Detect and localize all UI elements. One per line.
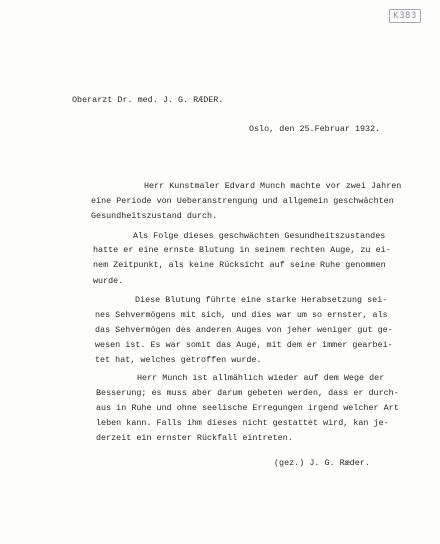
body-line: Herr Kunstmaler Edvard Munch machte vor zwei Jahren [144,181,402,191]
body-line: derzeit ein ernster Rückfall eintreten. [96,433,293,443]
body-line: Als Folge dieses geschwächten Gesundheitszustandes [133,231,386,241]
sender-header: Oberarzt Dr. med. J. G. RÆDER. [72,95,224,105]
body-line: Herr Munch ist allmählich wieder auf dem Wege der [137,373,385,383]
body-line: Gesundheitszustand durch. [91,211,218,221]
body-line: wurde. [93,276,124,286]
body-line: aus in Ruhe und ohne seelische Erregungen irgend welcher Art [96,403,399,413]
place-date: Oslo, den 25.Februar 1932. [249,124,381,134]
body-line: Besserung; es muss aber darum gebeten werden, dass er durch- [96,388,399,398]
body-line: leben kann. Falls ihm dieses nicht gestattet wird, kan je- [96,418,389,428]
body-line: tet hat, welches getroffen wurde. [95,355,262,365]
body-line: wesen ist. Es war somit das Auge, mit dem er immer gearbei- [95,340,393,350]
body-line: das Sehvermögen des anderen Auges von jeher weniger gut ge- [95,325,393,335]
body-line: Diese Blutung führte eine starke Herabsetzung sei- [135,295,388,305]
signature: (gez.) J. G. Ræder. [274,458,370,468]
archive-stamp: K383 [389,9,421,23]
body-line: nem Zeitpunkt, als keine Rücksicht auf seine Ruhe genommen [93,260,386,270]
body-line: hatte er eine ernste Blutung in seinem rechten Auge, zu ei- [93,245,391,255]
body-line: nes Sehvermögens mit sich, und dies war um so ernster, als [95,310,388,320]
body-line: eine Periode von Ueberanstrengung und allgemein geschwächten [91,196,394,206]
